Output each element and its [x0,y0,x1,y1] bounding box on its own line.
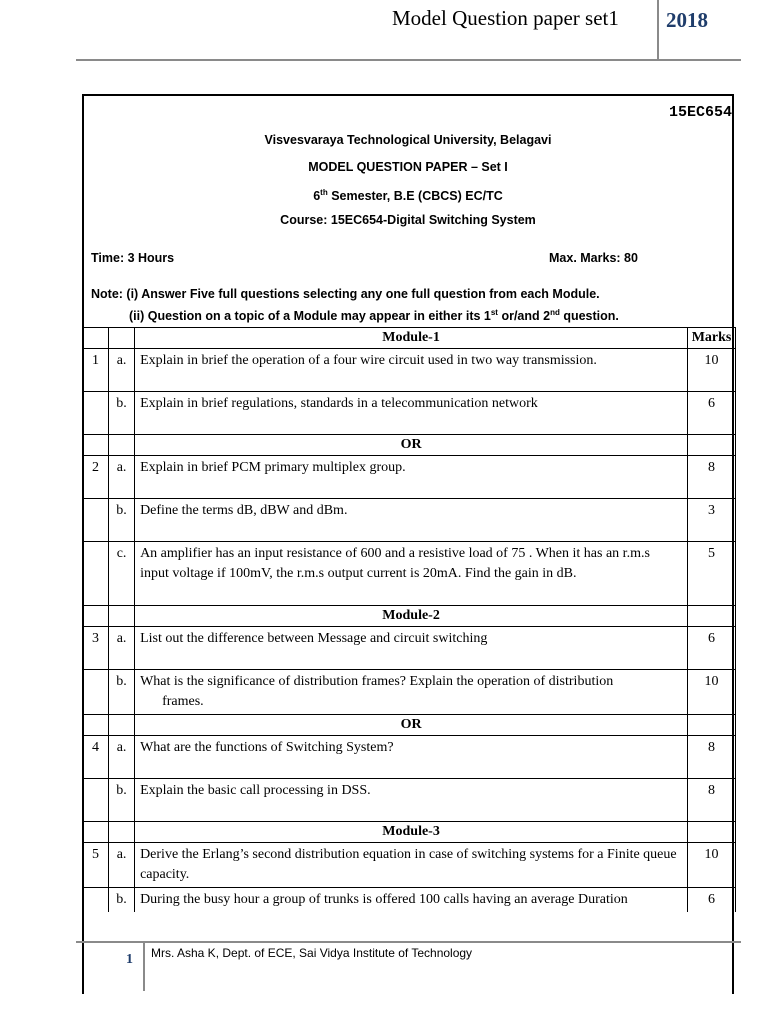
question-number: 3 [83,627,109,670]
note2-part-b: or/and 2 [497,309,551,324]
question-marks: 6 [688,888,736,913]
table-row [83,779,736,822]
table-row [83,499,736,542]
sub-question-label: b. [109,499,135,542]
question-marks: 6 [688,627,736,670]
sub-question-label: a. [109,736,135,779]
time-label: Time: 3 Hours [91,251,175,265]
sub-question-label: b. [109,392,135,435]
table-row [83,888,736,913]
question-text: During the busy hour a group of trunks is offered 100 calls having an average Duration [135,888,688,913]
university-name: Visvesvaraya Technological University, Belagavi [264,133,552,147]
course-line: Course: 15EC654-Digital Switching System [280,213,536,227]
question-text [135,670,688,715]
footer-author: Mrs. Asha K, Dept. of ECE, Sai Vidya Institute of Technology [151,946,473,960]
or-row [83,715,736,736]
sub-question-label: a. [109,349,135,392]
table-row [83,349,736,392]
note-line-2 [129,308,619,323]
question-number: 4 [83,736,109,779]
module-row [83,328,736,349]
course-code: 15EC654 [668,104,732,121]
sub-question-label: b. [109,779,135,822]
sub-question-label: b. [109,888,135,913]
footer-rule [76,941,741,943]
paper-title: MODEL QUESTION PAPER – Set I [308,160,508,174]
table-row [83,542,736,606]
question-marks: 6 [688,392,736,435]
question-number: 2 [83,456,109,499]
semester-sup: th [320,188,328,197]
module-heading: Module-2 [135,606,688,627]
semester-rest: Semester, B.E (CBCS) EC/TC [327,189,503,204]
question-text: Explain in brief the operation of a four wire circuit used in two way transmission. [135,349,688,392]
question-marks: 5 [688,542,736,606]
note2-sup-2: nd [550,308,560,317]
question-text: An amplifier has an input resistance of 600 and a resistive load of 75 . When it has an r.m.s input voltage if 100mV, the r.m.s output current is 20mA. Find the gain in dB. [135,542,688,606]
semester-line [82,188,734,203]
header-divider [657,0,659,60]
note2-part-a: (ii) Question on a topic of a Module may appear in either its 1 [129,309,491,324]
table-row [83,736,736,779]
table-row [83,843,736,888]
footer-divider [143,941,145,991]
module-row [83,822,736,843]
note2-part-c: question. [559,309,619,324]
table-row [83,670,736,715]
table-row [83,456,736,499]
question-marks: 3 [688,499,736,542]
question-marks: 10 [688,349,736,392]
question-number: 5 [83,843,109,888]
question-text: Derive the Erlang’s second distribution equation in case of switching systems for a Finite queue capacity. [135,843,688,888]
sub-question-label: a. [109,456,135,499]
module-row [83,606,736,627]
question-text: Explain the basic call processing in DSS. [135,779,688,822]
semester-num: 6 [313,189,321,204]
marks-header: Marks [688,328,736,349]
module-heading: Module-1 [135,328,688,349]
question-marks: 8 [688,779,736,822]
note-line-1: Note: (i) Answer Five full questions selecting any one full question from each Module. [91,287,600,301]
question-table [82,327,736,912]
header-rule [76,59,741,61]
question-number: 1 [83,349,109,392]
page-number: 1 [126,952,133,967]
question-text: Explain in brief regulations, standards in a telecommunication network [135,392,688,435]
question-text-line-1: What is the significance of distribution frames? Explain the operation of distribution [140,674,614,689]
sub-question-label: a. [109,627,135,670]
header-title: Model Question paper set1 [392,6,619,30]
sub-question-label: a. [109,843,135,888]
module-heading: Module-3 [135,822,688,843]
question-marks: 8 [688,456,736,499]
sub-question-label: b. [109,670,135,715]
question-text: What are the functions of Switching System? [135,736,688,779]
question-marks: 8 [688,736,736,779]
header-year: 2018 [666,8,708,32]
question-text: List out the difference between Message and circuit switching [135,627,688,670]
question-text: Define the terms dB, dBW and dBm. [135,499,688,542]
question-marks: 10 [688,843,736,888]
max-marks-label: Max. Marks: 80 [549,251,638,265]
or-row [83,435,736,456]
question-text-line-2: frames. [162,694,204,709]
question-text: Explain in brief PCM primary multiplex group. [135,456,688,499]
question-marks: 10 [688,670,736,715]
sub-question-label: c. [109,542,135,606]
or-label: OR [135,715,688,736]
table-row [83,392,736,435]
or-label: OR [135,435,688,456]
table-row [83,627,736,670]
note2-sup-1: st [490,308,498,317]
